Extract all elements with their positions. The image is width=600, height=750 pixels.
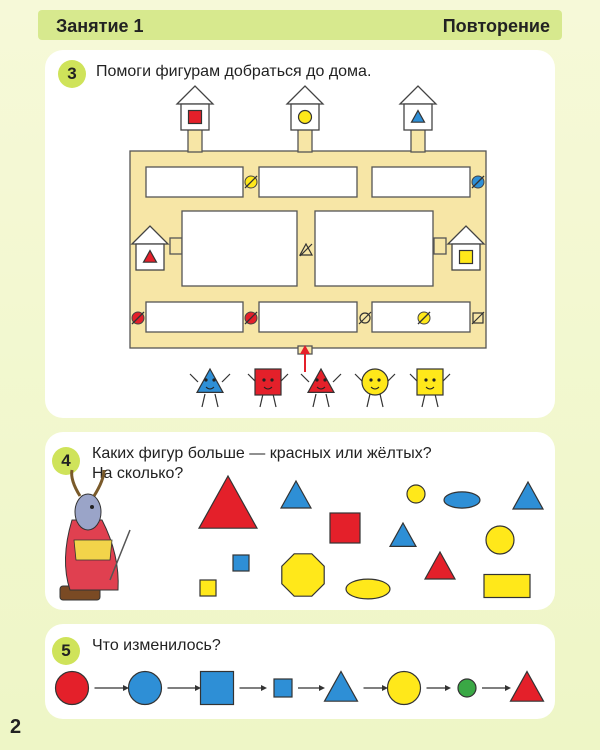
- sequence-figure: [511, 672, 544, 702]
- sequence-figure: [325, 672, 358, 702]
- task-3-number: 3: [58, 60, 86, 88]
- sequence-arrow-head: [505, 685, 511, 691]
- sequence-figure: [129, 672, 162, 705]
- task-4-text-line1: Каких фигур больше — красных или жёлтых?: [92, 445, 432, 462]
- sequence-figure: [201, 672, 234, 705]
- sequence-arrow-head: [261, 685, 267, 691]
- sequence-arrow-head: [445, 685, 451, 691]
- page-number: 2: [10, 716, 22, 738]
- task-5-number: 5: [52, 637, 80, 665]
- sequence-figure: [388, 672, 421, 705]
- section-title: Повторение: [442, 16, 550, 36]
- sequence-figure: [274, 679, 292, 697]
- task-5-text: Что изменилось?: [92, 637, 221, 654]
- sequence-figure: [56, 672, 89, 705]
- sequence-arrow-head: [319, 685, 325, 691]
- task-4-text-line2: На сколько?: [92, 465, 184, 482]
- task-4-number: 4: [52, 447, 80, 475]
- sequence-figure: [458, 679, 476, 697]
- shape-sequence: [56, 672, 544, 705]
- task-3-text: Помоги фигурам добраться до дома.: [96, 63, 372, 80]
- lesson-title: Занятие 1: [56, 16, 144, 36]
